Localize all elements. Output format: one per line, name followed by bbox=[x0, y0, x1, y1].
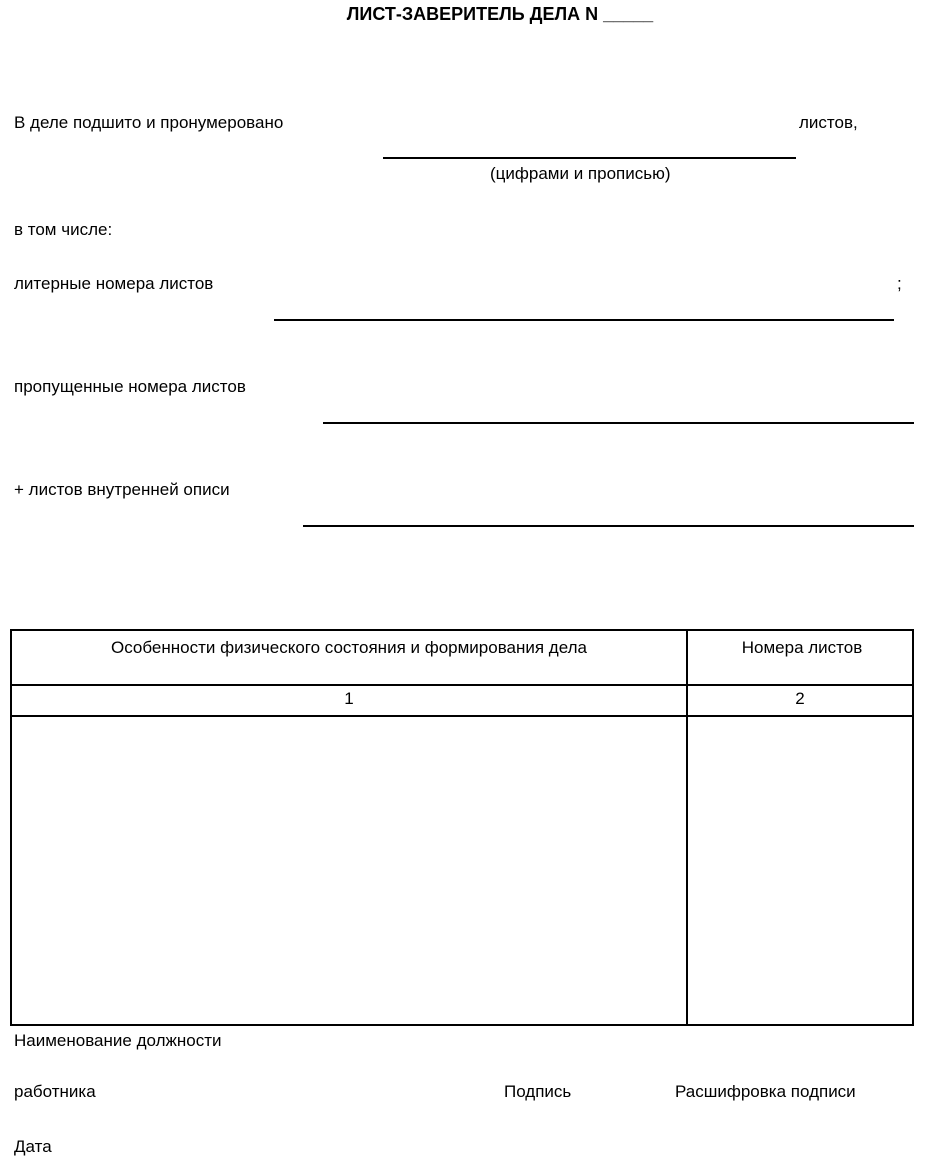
position-label: Наименование должности bbox=[14, 1031, 222, 1050]
column-number-1: 1 bbox=[344, 689, 354, 708]
missed-numbers-field[interactable] bbox=[323, 422, 914, 424]
worker-label: работника bbox=[14, 1082, 96, 1101]
document-title: ЛИСТ-ЗАВЕРИТЕЛЬ ДЕЛА N _____ bbox=[346, 4, 654, 24]
letter-numbers-suffix: ; bbox=[897, 274, 902, 293]
header-divider bbox=[12, 684, 912, 686]
signature-decode-label: Расшифровка подписи bbox=[675, 1082, 856, 1101]
inventory-sheets-label: + листов внутренней описи bbox=[14, 480, 230, 499]
missed-numbers-label: пропущенные номера листов bbox=[14, 377, 246, 396]
including-label: в том числе: bbox=[14, 220, 113, 239]
date-label: Дата bbox=[14, 1137, 52, 1156]
column-number-2: 2 bbox=[795, 689, 805, 708]
sheets-count-field[interactable] bbox=[383, 157, 796, 159]
sheet-numbers-cell[interactable] bbox=[688, 717, 912, 1024]
condition-cell[interactable] bbox=[12, 717, 686, 1024]
letter-numbers-label: литерные номера листов bbox=[14, 274, 214, 293]
header-condition: Особенности физического состояния и формирования дела bbox=[111, 638, 587, 657]
signature-label: Подпись bbox=[504, 1082, 572, 1101]
sheets-hint: (цифрами и прописью) bbox=[490, 164, 671, 183]
inventory-sheets-field[interactable] bbox=[303, 525, 914, 527]
condition-table bbox=[10, 629, 914, 1026]
letter-numbers-field[interactable] bbox=[274, 319, 894, 321]
sheets-suffix: листов, bbox=[799, 113, 858, 132]
sheets-label: В деле подшито и пронумеровано bbox=[14, 113, 284, 132]
header-sheet-numbers: Номера листов bbox=[741, 638, 863, 657]
